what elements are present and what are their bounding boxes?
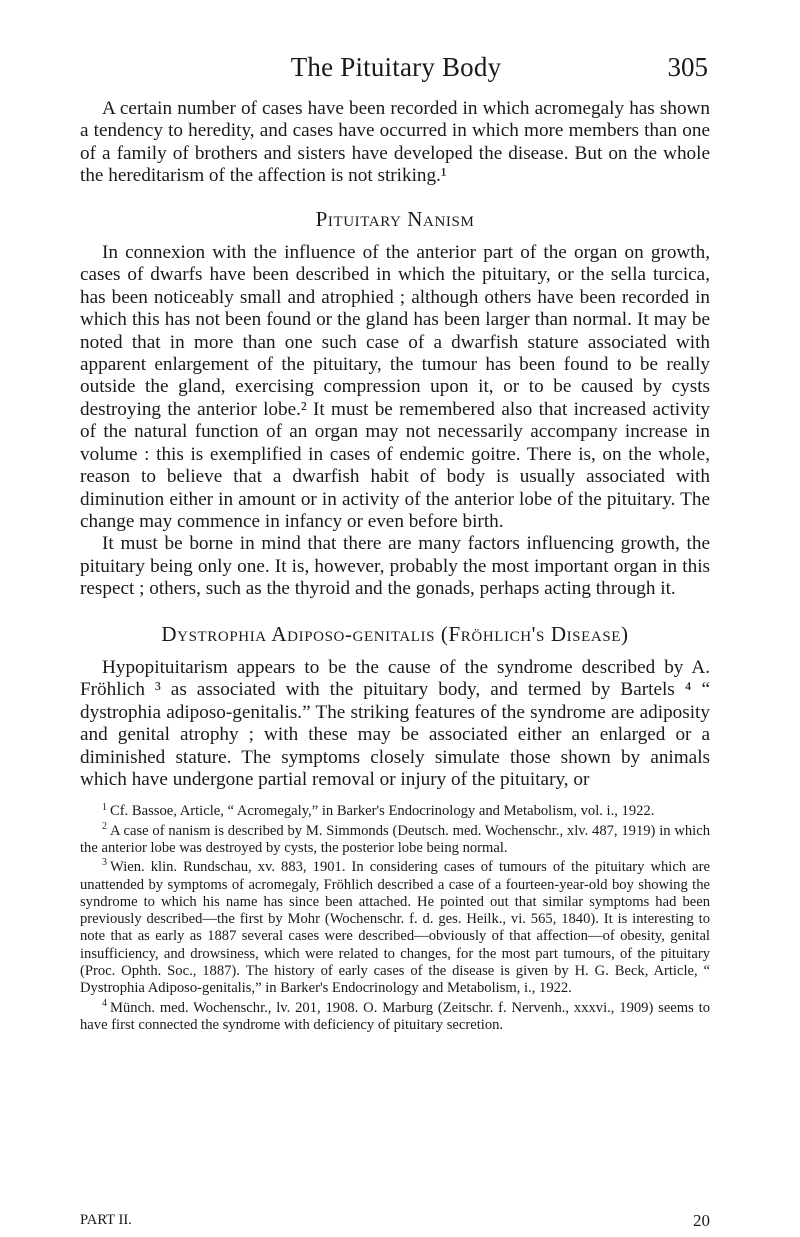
running-head: [84, 52, 708, 92]
footnote-1: [80, 803, 710, 820]
footnote-mark: 3: [102, 857, 107, 869]
nanism-paragraph-2: It must be borne in mind that there are many factors influencing growth, the pituitary being only one. It is, however, probably the most important organ in this respect ; others, such as the thyroid and the gonads, perhaps acting through it.: [80, 533, 710, 600]
intro-paragraph: A certain number of cases have been recorded in which acromegaly has shown a tendency to heredity, and cases have occurred in which more members than one of a family of brothers and sisters have developed the disease. But on the whole the hereditarism of the affection is not striking.¹: [80, 98, 710, 187]
section-heading-pituitary-nanism: Pituitary Nanism: [315, 206, 475, 231]
signature-label: PART II.: [80, 1212, 132, 1228]
footnote-mark: 4: [102, 997, 107, 1009]
footnote-text: Münch. med. Wochenschr., lv. 201, 1908. O. Marburg (Zeitschr. f. Nervenh., xxxvi., 1909) seems to have first connected the syndrome with deficiency of pituitary secretion.: [80, 999, 710, 1033]
footnotes: [80, 803, 710, 1034]
frohlich-paragraph: Hypopituitarism appears to be the cause of the syndrome described by A. Fröhlich ³ as associated with the pituitary body, and termed by Bartels ⁴ “ dystrophia adiposo-genitalis.” The striking features of the syndrome are adiposity and genital atrophy ; with these may be associated either an enlarged or a diminished stature. The symptoms closely simulate those shown by animals which have undergone partial removal or injury of the pituitary, or: [80, 656, 710, 790]
page-number: 305: [667, 52, 708, 82]
body-text: [80, 98, 710, 1036]
footnote-mark: 1: [102, 801, 107, 813]
footnote-text: A case of nanism is described by M. Simmonds (Deutsch. med. Wochenschr., xlv. 487, 1919) in which the anterior lobe was destroyed by cysts, the posterior lobe being normal.: [80, 822, 710, 856]
footnote-text: Cf. Bassoe, Article, “ Acromegaly,” in Barker's Endocrinology and Metabolism, vol. i., 1922.: [110, 803, 655, 820]
footnote-3: [80, 859, 710, 997]
section-heading-frohlich-disease: Dystrophia Adiposo-genitalis (Fröhlich's Disease): [161, 621, 629, 646]
footnote-4: [80, 997, 710, 1035]
signature-number: 20: [693, 1211, 710, 1230]
footnote-2: [80, 820, 710, 858]
footnote-text: Wien. klin. Rundschau, xv. 883, 1901. In considering cases of tumours of the pituitary which are unattended by symptoms of acromegaly, Fröhlich described a case of a fourteen-year-old boy showing the syndrome to which his name has since been attached. He pointed out that similar symptoms had been previously described—the first by Mohr (Wochenschr. f. d. ges. Heilk., vi. 565, 1840). It is interesting to note that as early as 1887 several cases were described—obviously of that affection—of obesity, genital insufficiency, and drowsiness, which were related to changes, for the most part tumours, of the pituitary (Proc. Ophth. Soc., 1887). The history of early cases of the disease is given by H. G. Beck, Article, “ Dystrophia Adiposo-genitalis,” in Barker's Endocrinology and Metabolism, i., 1922.: [80, 859, 710, 997]
nanism-paragraph-1: In connexion with the influence of the anterior part of the organ on growth, cases of dwarfs have been described in which the pituitary, or the sella turcica, has been noticeably small and atrophied ; although others have been recorded in which this has not been found or the gland has been larger than normal. It may be noted that in more than one such case of a dwarfish stature associated with apparent enlargement of the pituitary, the tumour has been found to be really outside the gland, exercising compression upon it, or to be caused by cysts destroying the anterior lobe.² It must be remembered also that increased activity of the natural function of an organ may not necessarily accompany increase in volume : this is exemplified in cases of endemic goitre. There is, on the whole, reason to believe that a dwarfish habit of body is usually associated with diminution either in amount or in activity of the anterior lobe of the pituitary. The change may commence in infancy or even before birth.: [80, 242, 710, 532]
footnote-mark: 2: [102, 820, 107, 832]
running-title: The Pituitary Body: [290, 52, 502, 82]
